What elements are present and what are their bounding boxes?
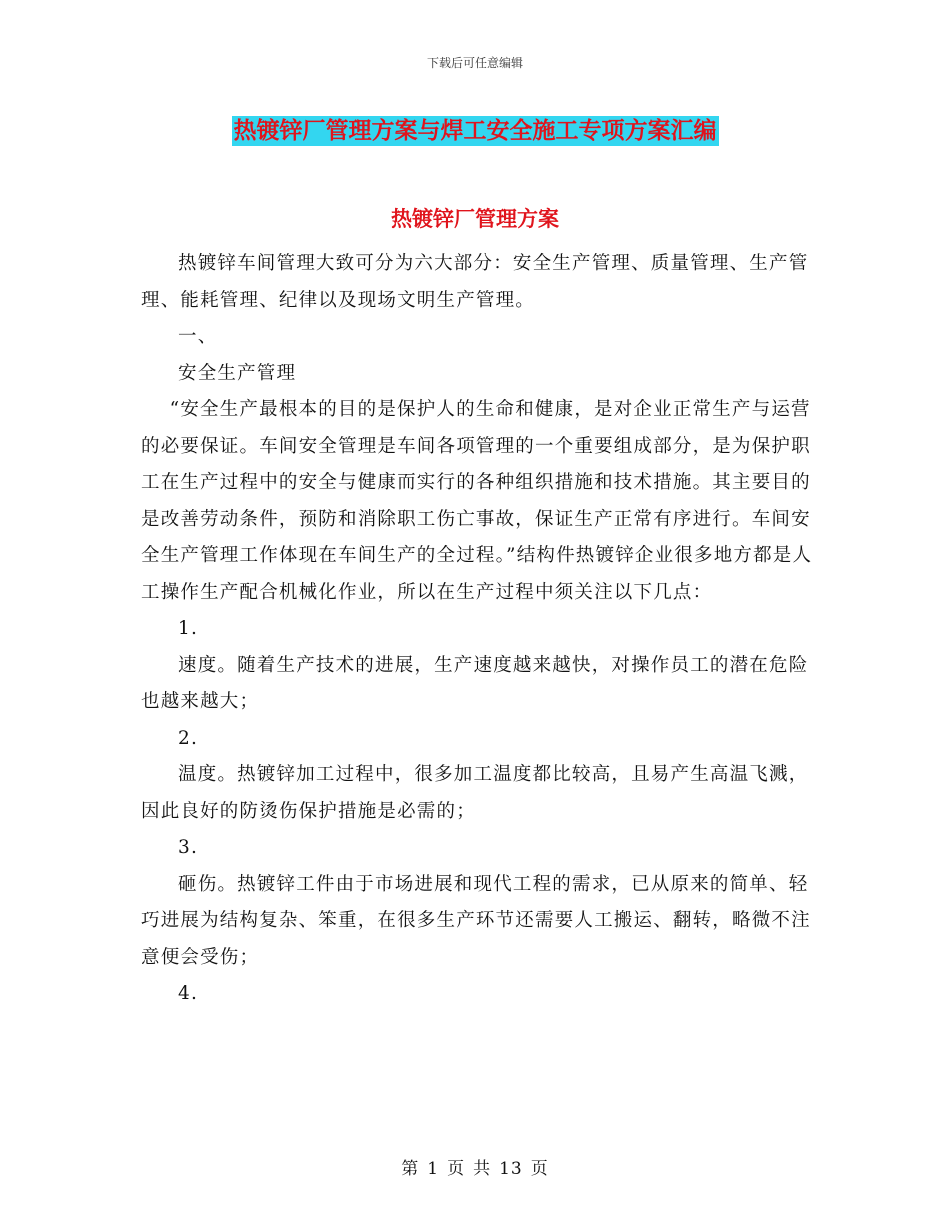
list-item-temperature: 温度。热镀锌加工过程中，很多加工温度都比较高，且易产生高温飞溅，因此良好的防烫伤保护措施是必需的；: [141, 764, 809, 822]
paragraph-intro: 热镀锌车间管理大致可分为六大部分：安全生产管理、质量管理、生产管理、能耗管理、纪律以及现场文明生产管理。: [141, 253, 809, 311]
heading-safety: 安全生产管理: [178, 362, 297, 384]
list-number-1: 1.: [178, 618, 199, 639]
heading-number-1: 一、: [178, 326, 218, 347]
footer-total-unit: 页: [530, 1159, 549, 1179]
footer-page-unit: 页: [447, 1159, 466, 1179]
paragraph-safety-quote: “安全生产最根本的目的是保护人的生命和健康，是对企业正常生产与运营的必要保证。车间安全管理是车间各项管理的一个重要组成部分，是为保护职工在生产过程中的安全与健康而实行的各种组织措施和技术措施。其主要目的是改善劳动条件，预防和消除职工伤亡事故，保证生产正常有序进行。车间安全生产管理工作体现在车间生产的全过程。”结构件热镀锌企业很多地方都是人工操作生产配合机械化作业，所以在生产过程中须关注以下几点：: [141, 399, 813, 603]
list-number-3: 3.: [178, 837, 199, 858]
document-title: [0, 112, 950, 145]
document-body: [141, 246, 813, 1013]
footer-total-prefix: 共: [473, 1159, 492, 1179]
header-note: 下载后可任意编辑: [426, 56, 523, 70]
list-item-speed: 速度。随着生产技术的进展，生产速度越来越快，对操作员工的潜在危险也越来越大；: [141, 654, 809, 712]
footer-page-number: 1: [427, 1159, 440, 1179]
list-item-crush-injury: 砸伤。热镀锌工件由于市场进展和现代工程的需求，已从原来的简单、轻巧进展为结构复杂、笨重，在很多生产环节还需要人工搬运、翻转，略微不注意便会受伤；: [141, 873, 811, 968]
page-footer: [0, 1154, 950, 1179]
document-title-text: 热镀锌厂管理方案与焊工安全施工专项方案汇编: [233, 118, 717, 144]
list-number-4: 4.: [178, 983, 199, 1004]
footer-total-pages: 13: [499, 1159, 523, 1179]
footer-page-prefix: 第: [401, 1159, 420, 1179]
list-number-2: 2.: [178, 727, 199, 749]
section-title: 热镀锌厂管理方案: [391, 207, 559, 231]
